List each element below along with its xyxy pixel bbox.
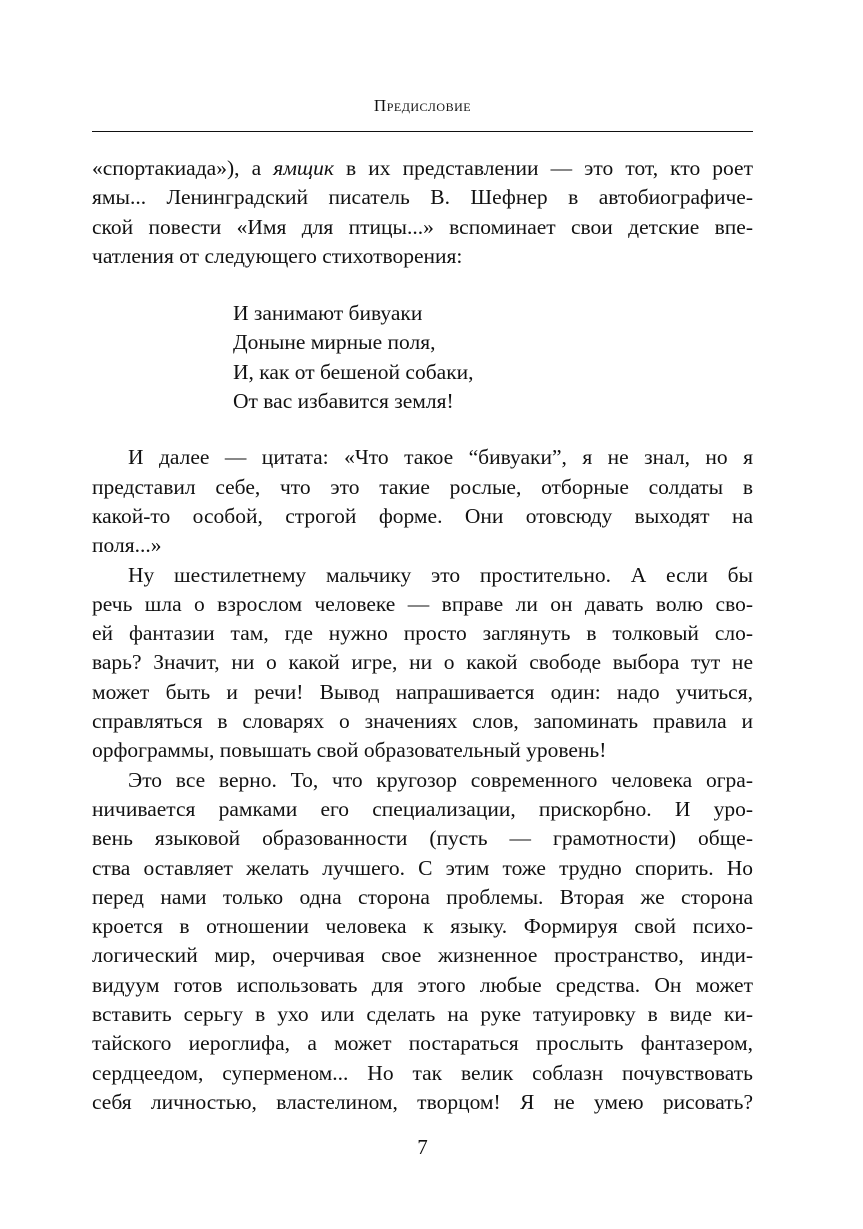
text-line: «спортакиада»), а ямщик в их представлении — это тот, кто роет — [92, 156, 753, 180]
poem-line: И занимают бивуаки — [233, 301, 423, 326]
emphasis: ямщик — [273, 156, 334, 180]
text-line: ямы... Ленинградский писатель В. Шефнер в автобиографиче- — [92, 185, 753, 210]
text-line: какой-то особой, строгой форме. Они отовсюду выходят на — [92, 503, 753, 528]
text-line: перед нами только одна сторона проблемы. Вторая же сторона — [92, 884, 753, 909]
text-line: представил себе, что это такие рослые, отборные солдаты в — [92, 474, 753, 499]
page-number: 7 — [417, 1135, 428, 1159]
text-line: поля...» — [92, 533, 162, 558]
text-line: тайского иероглифа, а может постараться прослыть фантазером, — [92, 1031, 753, 1056]
poem-line: И, как от бешеной собаки, — [233, 359, 474, 384]
text-line: ничивается рамками его специализации, прискорбно. И уро- — [92, 796, 753, 821]
paragraph-3 — [92, 561, 753, 766]
text-line: видуум готов использовать для этого любые средства. Он может — [92, 972, 753, 997]
text-line: Ну шестилетнему мальчику это простительно. А если бы — [128, 562, 753, 587]
text-line: логический мир, очерчивая свое жизненное пространство, инди- — [92, 943, 753, 968]
poem-line: Доныне мирные поля, — [233, 330, 436, 355]
poem-line: От вас избавится земля! — [233, 389, 454, 414]
text-line: И далее — цитата: «Что такое “бивуаки”, я не знал, но я — [128, 445, 753, 470]
running-header: Предисловие — [373, 96, 472, 115]
text-line: чатления от следующего стихотворения: — [92, 243, 463, 268]
text-line: вставить серьгу в ухо или сделать на руке татуировку в виде ки- — [92, 1002, 753, 1027]
body-text — [92, 154, 753, 1117]
text-line: варь? Значит, ни о какой игре, ни о какой свободе выбора тут не — [92, 650, 753, 675]
poem-quote — [233, 299, 753, 416]
text-line: ской повести «Имя для птицы...» вспоминает свои детские впе- — [92, 214, 753, 239]
text-line: может быть и речи! Вывод напрашивается один: надо учиться, — [92, 679, 753, 704]
text-line: орфограммы, повышать свой образовательный уровень! — [92, 738, 607, 763]
text-line: сердцеедом, суперменом... Но так велик соблазн почувствовать — [92, 1060, 753, 1085]
text-line: речь шла о взрослом человеке — вправе ли он давать волю сво- — [92, 591, 753, 616]
paragraph-2 — [92, 443, 753, 560]
text-line: вень языковой образованности (пусть — грамотности) обще- — [92, 826, 753, 851]
paragraph-4 — [92, 766, 753, 1118]
paragraph-1 — [92, 154, 753, 271]
text-line: Это все верно. То, что кругозор современного человека огра- — [128, 767, 753, 792]
text-line: ства оставляет желать лучшего. С этим тоже трудно спорить. Но — [92, 855, 753, 880]
text-line: ей фантазии там, где нужно просто заглянуть в толковый сло- — [92, 621, 753, 646]
text-line: справляться в словарях о значениях слов, запоминать правила и — [92, 709, 753, 734]
text-line: кроется в отношении человека к языку. Формируя свой психо- — [92, 914, 753, 939]
header-rule — [92, 131, 753, 132]
text-line: себя личностью, властелином, творцом! Я не умею рисовать? — [92, 1089, 753, 1114]
